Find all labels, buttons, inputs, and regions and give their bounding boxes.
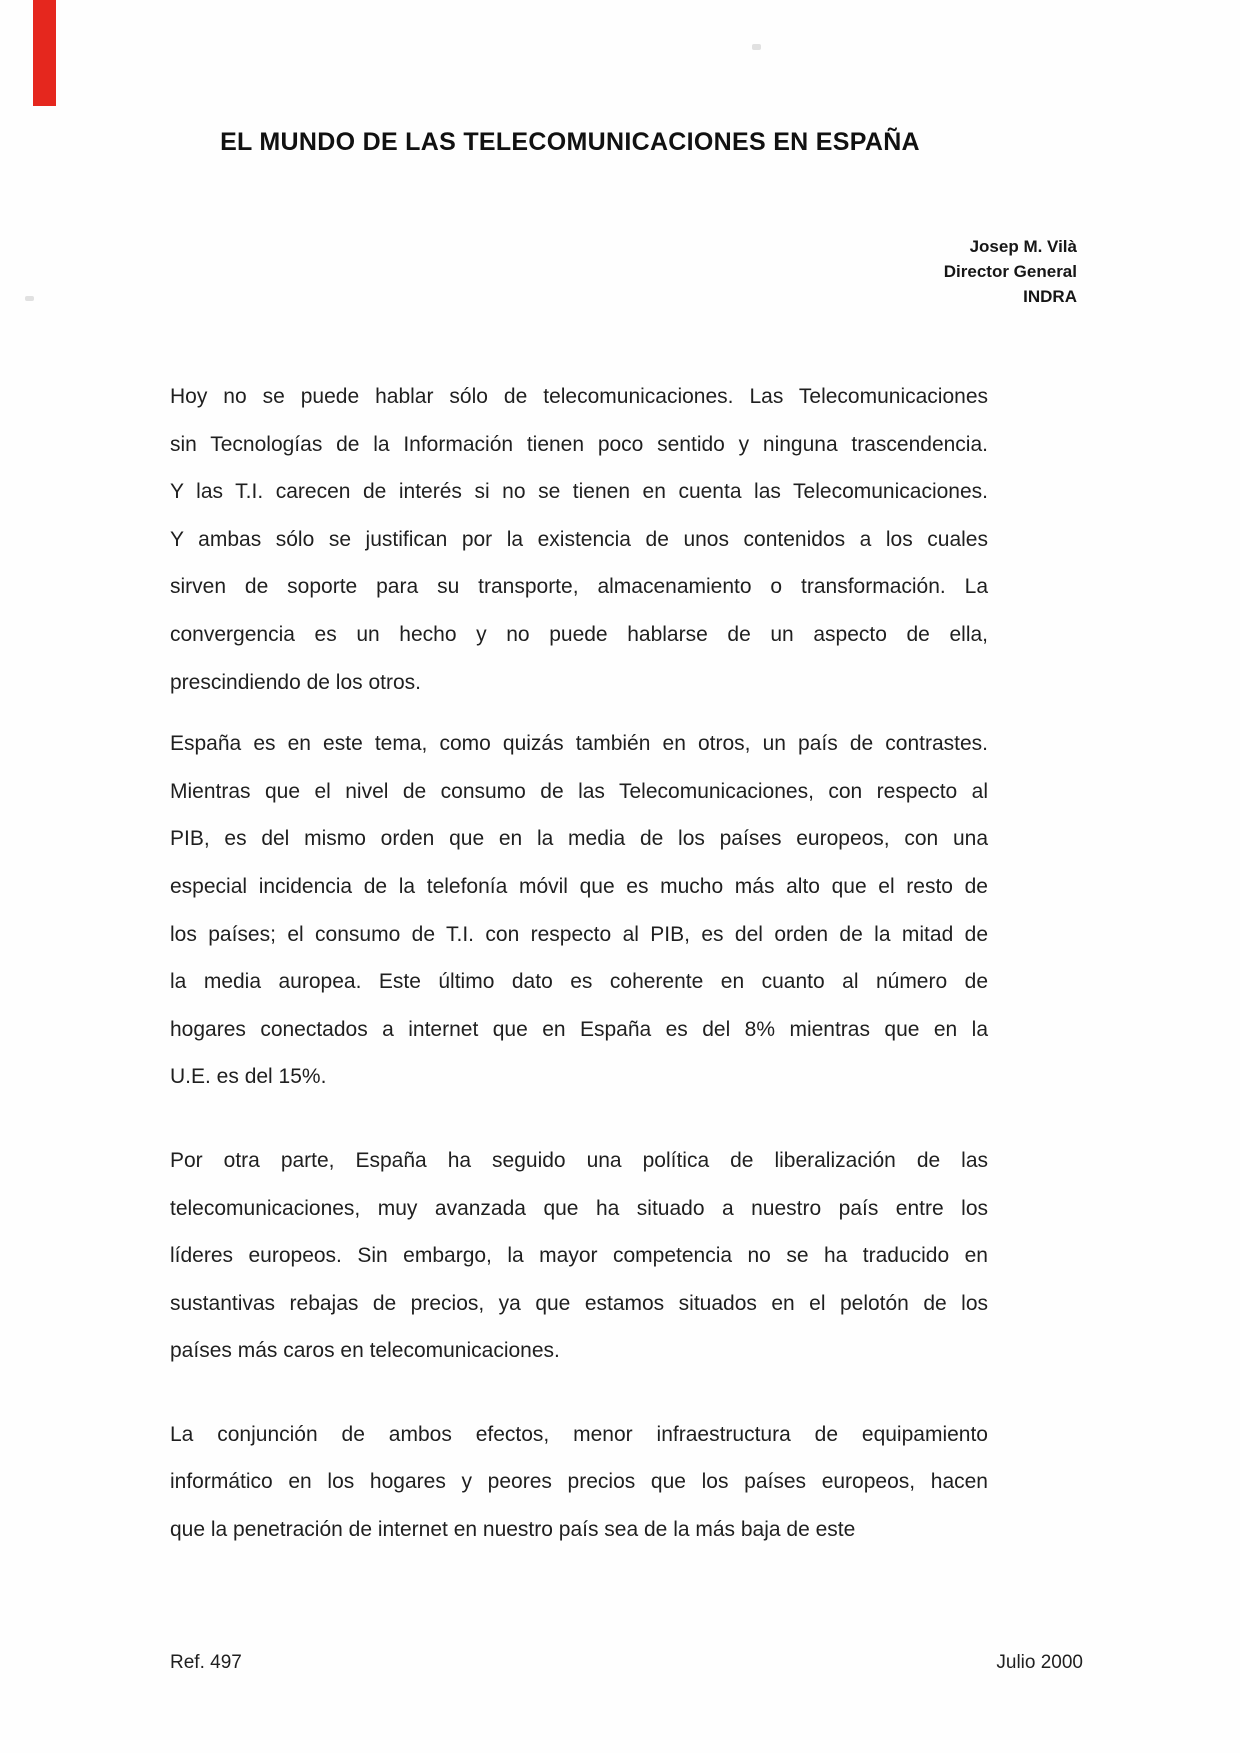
footer-date: Julio 2000 — [996, 1652, 1083, 1673]
body-line: U.E. es del 15%. — [170, 1065, 327, 1089]
body-line: Hoy no se puede hablar sólo de telecomunicaciones. Las Telecomunicaciones — [170, 385, 988, 408]
body-line: informático en los hogares y peores precios que los países europeos, hacen — [170, 1470, 988, 1494]
body-line: la media auropea. Este último dato es coherente en cuanto al número de — [170, 970, 988, 994]
paragraph-1 — [170, 373, 988, 706]
red-ink-mark — [33, 0, 56, 106]
document-body — [170, 373, 988, 1554]
body-line: Y las T.I. carecen de interés si no se tienen en cuenta las Telecomunicaciones. — [170, 480, 988, 504]
byline-author-name: Josep M. Vilà — [969, 237, 1077, 256]
paragraph-3 — [170, 1137, 988, 1375]
body-line: que la penetración de internet en nuestro país sea de la más baja de este — [170, 1518, 856, 1542]
body-line: Y ambas sólo se justifican por la existencia de unos contenidos a los cuales — [170, 527, 988, 551]
body-line: Por otra parte, España ha seguido una política de liberalización de las — [170, 1148, 988, 1172]
byline-author-role: Director General — [943, 262, 1077, 281]
body-line: líderes europeos. Sin embargo, la mayor competencia no se ha traducido en — [170, 1244, 988, 1268]
body-line: telecomunicaciones, muy avanzada que ha situado a nuestro país entre los — [170, 1196, 988, 1220]
body-line: sin Tecnologías de la Información tienen poco sentido y ninguna trascendencia. — [170, 432, 988, 456]
paragraph-2 — [170, 720, 988, 1101]
document-title: EL MUNDO DE LAS TELECOMUNICACIONES EN ESPAÑA — [220, 128, 920, 156]
body-line: países más caros en telecomunicaciones. — [170, 1339, 560, 1363]
body-line: prescindiendo de los otros. — [170, 670, 421, 694]
body-line: sustantivas rebajas de precios, ya que estamos situados en el pelotón de los — [170, 1291, 988, 1315]
paragraph-4 — [170, 1411, 988, 1554]
body-line: convergencia es un hecho y no puede hablarse de un aspecto de ella, — [170, 622, 988, 646]
byline — [0, 234, 1077, 309]
body-line: sirven de soporte para su transporte, almacenamiento o transformación. La — [170, 575, 988, 599]
body-line: PIB, es del mismo orden que en la media de los países europeos, con una — [170, 827, 988, 851]
body-line: especial incidencia de la telefonía móvil que es mucho más alto que el resto de — [170, 874, 988, 898]
footer-reference: Ref. 497 — [170, 1652, 242, 1673]
body-line: hogares conectados a internet que en España es del 8% mientras que en la — [170, 1017, 988, 1041]
scan-artifact — [752, 44, 761, 50]
body-line: los países; el consumo de T.I. con respecto al PIB, es del orden de la mitad de — [170, 922, 988, 946]
body-line: España es en este tema, como quizás también en otros, un país de contrastes. — [170, 732, 988, 756]
body-line: La conjunción de ambos efectos, menor infraestructura de equipamiento — [170, 1422, 988, 1446]
body-line: Mientras que el nivel de consumo de las Telecomunicaciones, con respecto al — [170, 779, 988, 803]
byline-author-company: INDRA — [1023, 287, 1077, 306]
